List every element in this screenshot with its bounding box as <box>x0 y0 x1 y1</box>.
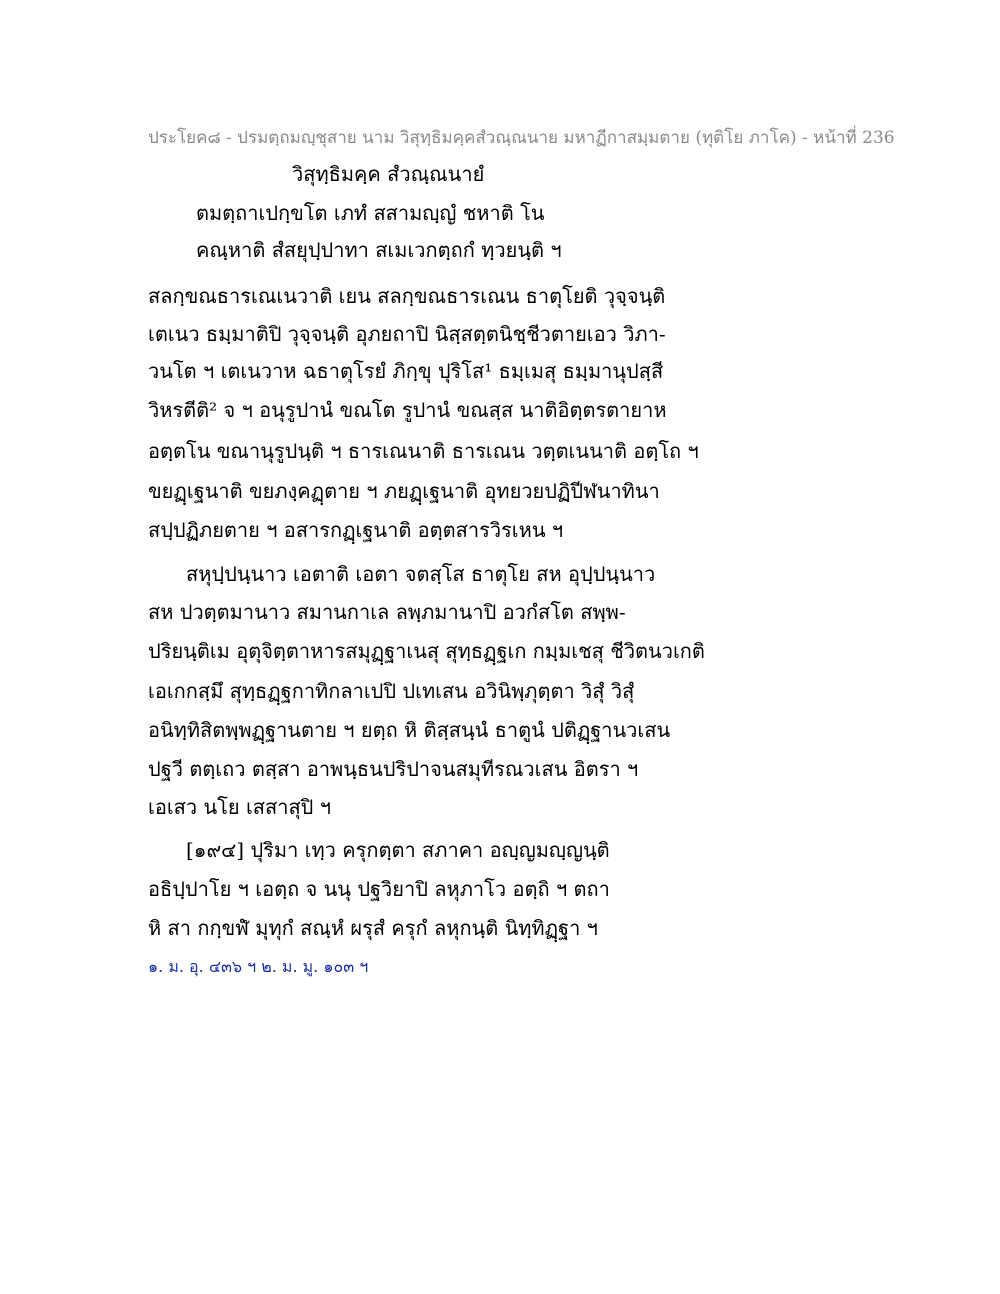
paragraph-line: วิหรตีติ² จ ฯ อนุรูปานํ ขณโต รูปานํ ขณสฺส นาติอิตฺตรตายาห <box>148 398 667 422</box>
paragraph-line: อธิปฺปาโย ฯ เอตฺถ จ นนุ ปฐวิยาปิ ลหุภาโว อตฺถิ ฯ ตถา <box>148 877 610 901</box>
paragraph-line: วนโต ฯ เตเนวาห ฉธาตุโรยํ ภิกฺขุ ปุริโส¹ ธมฺเมสุ ธมฺมานุปสฺสี <box>148 359 664 383</box>
paragraph-line: เอเกกสฺมึ สุทฺธฏฺฐกาทิกลาเปปิ ปเทเสน อวินิพฺภุตฺตา วิสุํ วิสุํ <box>148 679 635 703</box>
footnote: ๑. ม. อุ. ๔๓๖ ฯ ๒. ม. มู. ๑๐๓ ฯ <box>148 957 369 976</box>
paragraph-line: สห ปวตฺตมานาว สมานกาเล ลพฺภมานาปิ อวกํสโต สพฺพ- <box>148 600 626 624</box>
paragraph-line: สปฺปฏิภยตาย ฯ อสารกฏฺเฐนาติ อตฺตสารวิรเหน ฯ <box>148 518 564 542</box>
paragraph-line: ขยฏฺเฐนาติ ขยภงฺคฏฺตาย ฯ ภยฏฺเฐนาติ อุทยวยปฏิปีฬนาทินา <box>148 479 660 503</box>
paragraph-line: อตฺตโน ขณานุรูปนฺติ ฯ ธารเณนาติ ธารเณน วตฺตเนนาติ อตฺโถ ฯ <box>148 439 699 463</box>
page-header: ประโยค๘ - ปรมตฺถมญฺชุสาย นาม วิสุทฺธิมคฺคสํวณฺณนาย มหาฏีกาสมฺมตาย (ทุติโย ภาโค) - หน้าที่ 236 <box>148 128 895 148</box>
paragraph-line: เตเนว ธมฺมาติปิ วุจฺจนฺติ อุภยถาปิ นิสฺสตฺตนิชฺชีวตายเอว วิภา- <box>148 322 666 346</box>
paragraph-line: ปริยนฺติเม อุตุจิตฺตาหารสมุฏฺฐาเนสุ สุทฺธฏฺฐเก กมฺมเชสุ ชีวิตนวเกติ <box>148 639 705 663</box>
verse-line: ตมตฺถาเปกฺขโต เภทํ สสามญฺญํ ชหาติ โน <box>196 201 545 225</box>
paragraph-line: สหุปฺปนฺนาว เอตาติ เอตา จตสฺโส ธาตุโย สห อุปฺปนฺนาว <box>186 562 656 586</box>
paragraph-line: เอเสว นโย เสสาสุปิ ฯ <box>148 795 331 819</box>
paragraph-line: หิ สา กกฺขฬํ มุทุกํ สณฺหํ ผรุสํ ครุกํ ลหุกนฺติ นิทฺทิฏฺฐา ฯ <box>148 916 598 940</box>
paragraph-line: [๑๙๔] ปุริมา เทฺว ครุกตฺตา สภาคา อญฺญมญฺญนฺติ <box>186 838 610 862</box>
section-title: วิสุทฺธิมคฺค สํวณฺณนายํ <box>292 162 485 186</box>
verse-line: คณฺหาติ สํสยุปฺปาทา สเมเวกตฺถกํ ทฺวยนฺติ ฯ <box>196 238 562 262</box>
paragraph-line: สลกฺขณธารเณเนวาติ เยน สลกฺขณธารเณน ธาตุโยติ วุจฺจนฺติ <box>148 284 666 308</box>
paragraph-line: อนิทฺทิสิตพฺพฏฺฐานตาย ฯ ยตฺถ หิ ติสฺสนฺนํ ธาตูนํ ปติฏฺฐานวเสน <box>148 718 671 742</box>
paragraph-line: ปฐวี ตตฺเถว ตสฺสา อาพนฺธนปริปาจนสมุทีรณวเสน อิตรา ฯ <box>148 757 639 781</box>
